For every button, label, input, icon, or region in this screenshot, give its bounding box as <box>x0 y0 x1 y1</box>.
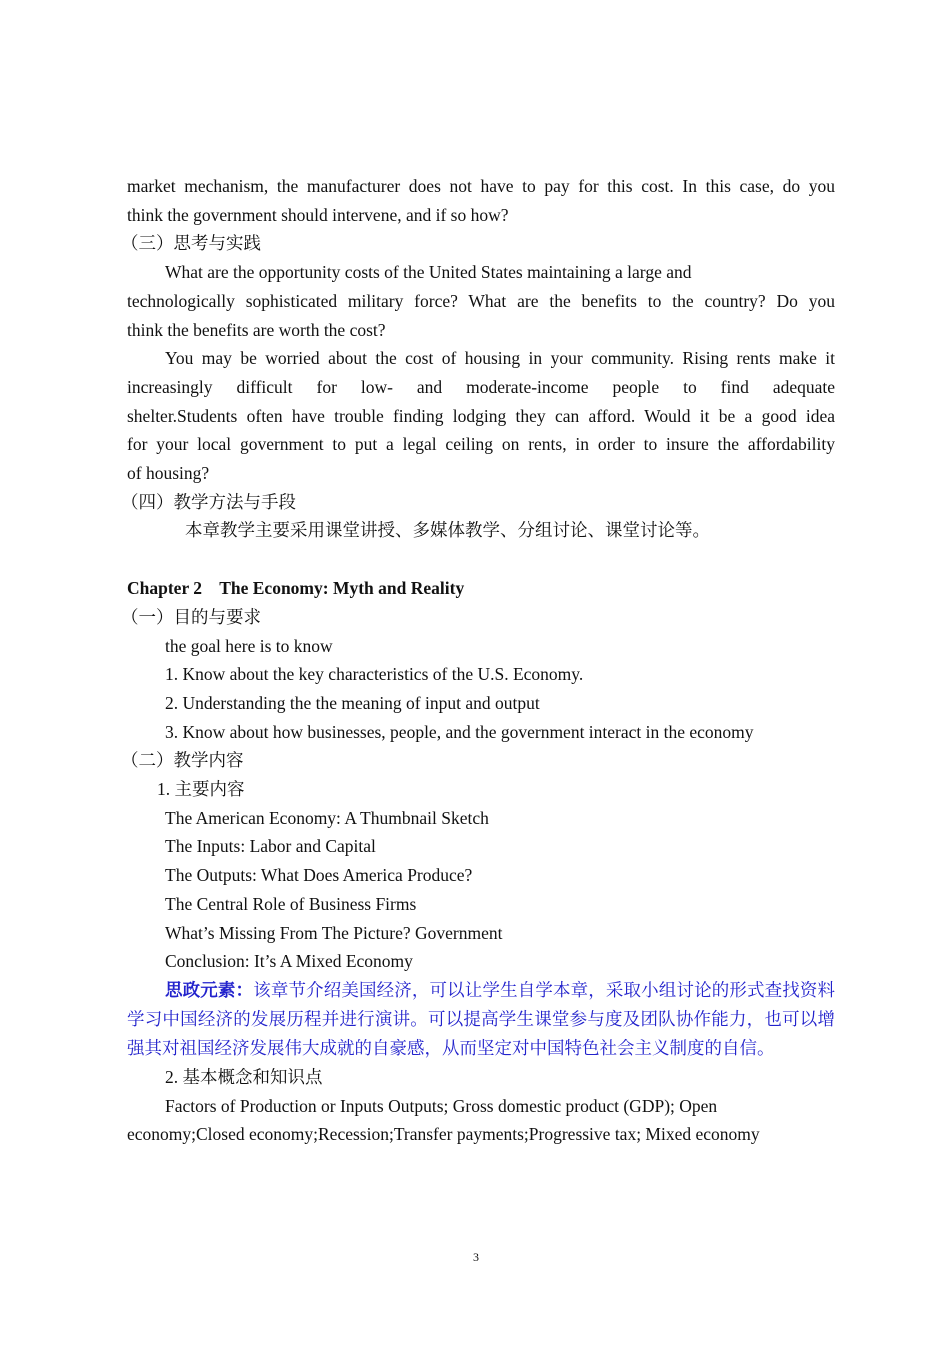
paragraph-line: market mechanism, the manufacturer does not have to pay for this cost. In this case, do you <box>127 176 835 196</box>
list-item: The Inputs: Labor and Capital <box>165 836 376 857</box>
subsection-heading: 1. 主要内容 <box>157 779 245 800</box>
list-item: 1. Know about the key characteristics of the U.S. Economy. <box>165 664 584 685</box>
list-item: Conclusion: It’s A Mixed Economy <box>165 951 413 972</box>
teaching-methods: 本章教学主要采用课堂讲授、多媒体教学、分组讨论、课堂讨论等。 <box>185 520 710 541</box>
list-item: 2. Understanding the the meaning of input and output <box>165 692 540 713</box>
document-page <box>121 172 836 1149</box>
list-item: The Central Role of Business Firms <box>165 893 417 914</box>
section-heading: （一）目的与要求 <box>121 606 261 627</box>
paragraph-line: What are the opportunity costs of the United States maintaining a large and <box>165 262 692 283</box>
ideology-text: 该章节介绍美国经济，可以让学生自学本章，采取小组讨论的形式查找资料学习中国经济的发展历程并进行演讲。可以提高学生课堂参与度及团队协作能力，也可以增强其对祖国经济发展伟大成就的自豪感，从而坚定对中国特色社会主义制度的自信。 <box>127 979 836 1058</box>
list-item: What’s Missing From The Picture? Government <box>165 922 503 943</box>
paragraph-line: Factors of Production or Inputs Outputs; Gross domestic product (GDP); Open <box>165 1095 718 1116</box>
section-heading: （三）思考与实践 <box>121 233 261 254</box>
paragraph-line: shelter.Students often have trouble finding lodging they can afford. Would it be a good idea <box>127 405 835 426</box>
list-item: The American Economy: A Thumbnail Sketch <box>165 807 489 828</box>
ideology-paragraph <box>127 976 835 1063</box>
paragraph-line: think the government should intervene, and if so how? <box>127 204 509 225</box>
chapter-title: Chapter 2 The Economy: Myth and Reality <box>127 578 465 599</box>
subsection-heading: 2. 基本概念和知识点 <box>165 1066 323 1087</box>
paragraph-line: increasingly difficult for low- and moderate-income people to find adequate <box>127 376 835 397</box>
list-item: The Outputs: What Does America Produce? <box>165 865 473 886</box>
goal-intro: the goal here is to know <box>165 635 333 656</box>
paragraph-line: You may be worried about the cost of housing in your community. Rising rents make it <box>165 348 835 369</box>
paragraph-line: of housing? <box>127 463 210 484</box>
section-heading: （四）教学方法与手段 <box>121 491 296 512</box>
section-heading: （二）教学内容 <box>121 750 244 771</box>
list-item: 3. Know about how businesses, people, and the government interact in the economy <box>165 721 754 742</box>
page-number: 3 <box>473 1250 479 1264</box>
paragraph-line: technologically sophisticated military force? What are the benefits to the country? Do you <box>127 290 835 311</box>
paragraph-line: economy;Closed economy;Recession;Transfer payments;Progressive tax; Mixed economy <box>127 1124 760 1145</box>
paragraph-line: for your local government to put a legal ceiling on rents, in order to insure the affordability <box>127 434 835 455</box>
ideology-label: 思政元素： <box>165 979 254 1000</box>
paragraph-line: think the benefits are worth the cost? <box>127 319 386 340</box>
